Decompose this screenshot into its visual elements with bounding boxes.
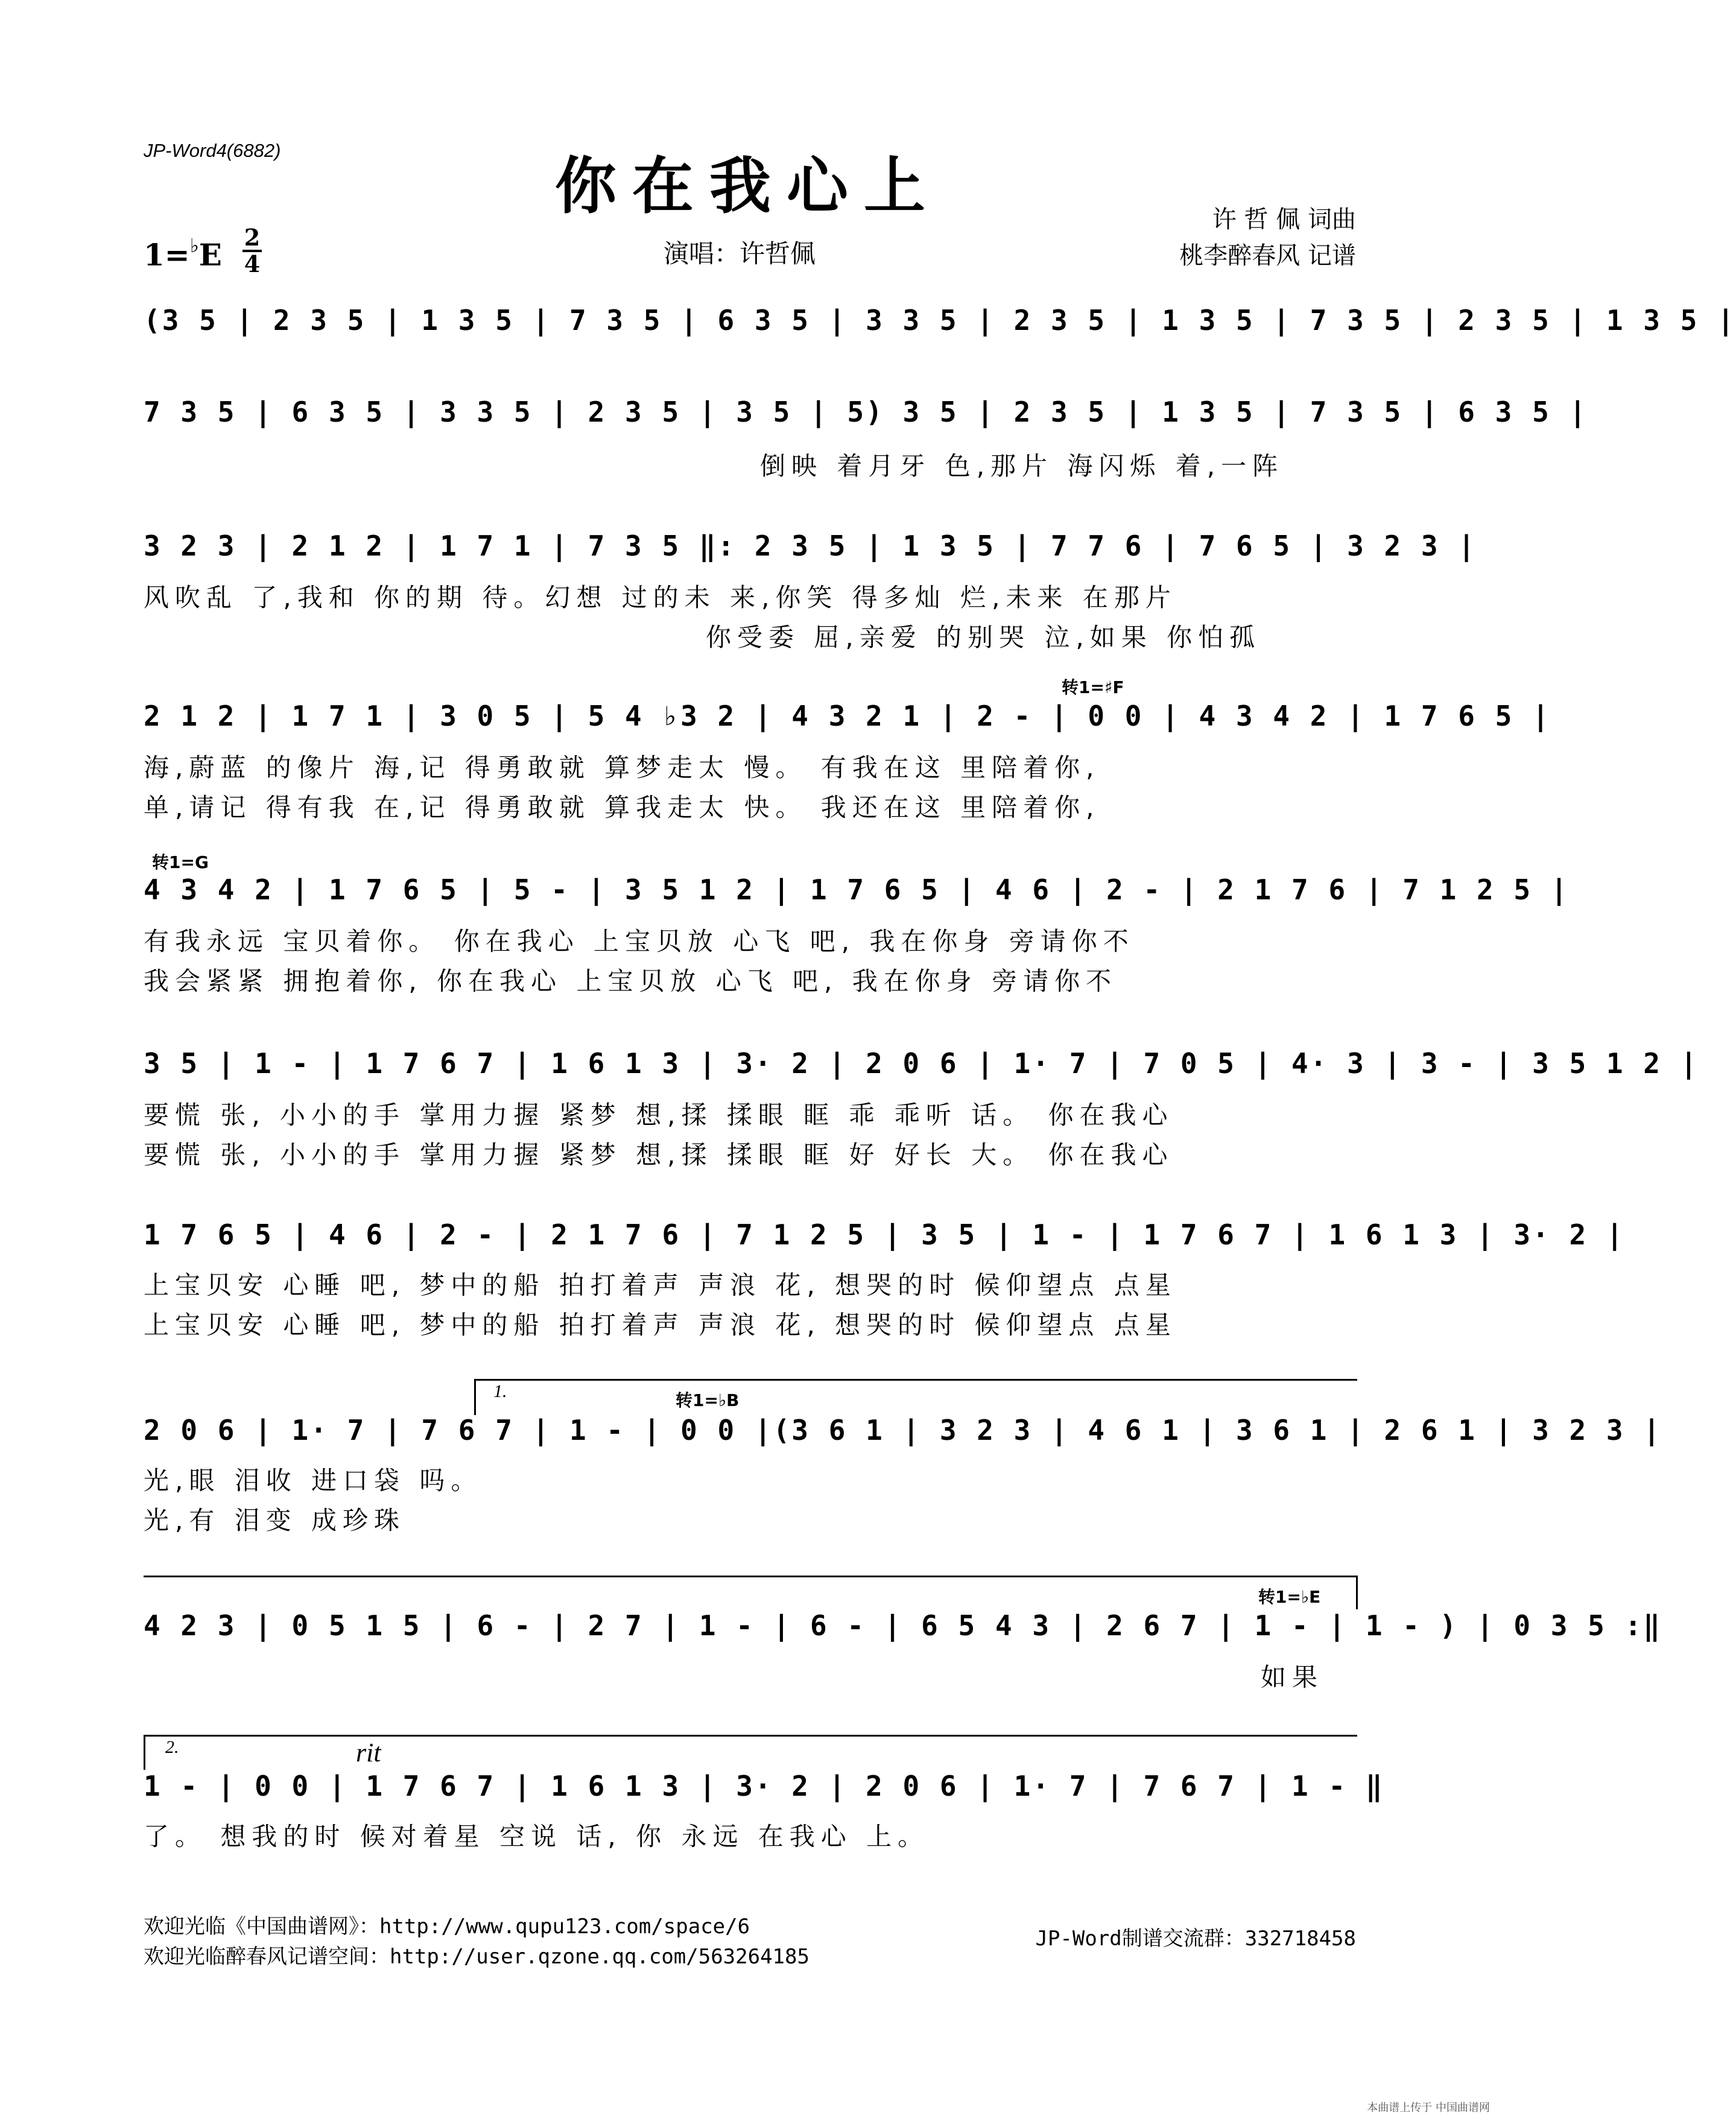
notation-line-3: 3 2 3 | 2 1 2 | 1 7 1 | 7 3 5 ‖: 2 3 5 | 1 3 5 | 7 7 6 | 7 6 5 | 3 2 3 | xyxy=(144,530,1477,562)
lyric-line-10: 了。 想我的时 候对着星 空说 话, 你 永远 在我心 上。 xyxy=(144,1822,930,1851)
notation-line-9: 4 2 3 | 0 5 1 5 | 6 - | 2 7 | 1 - | 6 - | 6 5 4 3 | 2 6 7 | 1 - | 1 - ) | 0 3 5 :‖ xyxy=(144,1609,1662,1642)
lyric-line-9: 如果 xyxy=(1261,1662,1324,1692)
lyric-line-6b: 要慌 张, 小小的手 掌用力握 紧梦 想,揉 揉眼 眶 好 好长 大。 你在我心 xyxy=(144,1140,1174,1170)
second-ending-tick xyxy=(144,1735,145,1770)
lyric-line-4a: 海,蔚蓝 的像片 海,记 得勇敢就 算梦走太 慢。 有我在这 里陪着你, xyxy=(144,753,1100,782)
key-label: 1= xyxy=(144,237,190,273)
lyric-line-5b: 我会紧紧 拥抱着你, 你在我心 上宝贝放 心飞 吧, 我在你身 旁请你不 xyxy=(144,966,1118,996)
notation-line-4: 2 1 2 | 1 7 1 | 3 0 5 | 5 4 ♭3 2 | 4 3 2 1 | 2 - | 0 0 | 4 3 4 2 | 1 7 6 5 | xyxy=(144,700,1551,732)
song-title: 你在我心上 xyxy=(555,150,941,223)
notation-line-8: 2 0 6 | 1· 7 | 7 6 7 | 1 - | 0 0 |(3 6 1 | 3 2 3 | 4 6 1 | 3 6 1 | 2 6 1 | 3 2 3 | xyxy=(144,1414,1662,1446)
first-ending-number: 1. xyxy=(493,1381,507,1401)
lyric-line-6a: 要慌 张, 小小的手 掌用力握 紧梦 想,揉 揉眼 眶 乖 乖听 话。 你在我心 xyxy=(144,1100,1174,1130)
modulation-2: 转1=G xyxy=(152,852,209,872)
lyric-line-7a: 上宝贝安 心睡 吧, 梦中的船 拍打着声 声浪 花, 想哭的时 候仰望点 点星 xyxy=(144,1270,1177,1300)
footer-link-2: 欢迎光临醉春风记谱空间：http://user.qzone.qq.com/563264185 xyxy=(144,1945,809,1969)
lyric-line-8a: 光,眼 泪收 进口袋 吗。 xyxy=(144,1466,483,1495)
key-signature xyxy=(144,234,222,273)
modulation-4: 转1=♭E xyxy=(1258,1587,1321,1607)
second-ending-bracket xyxy=(144,1735,1357,1737)
time-top: 2 xyxy=(244,224,261,251)
notation-line-6: 3 5 | 1 - | 1 7 6 7 | 1 6 1 3 | 3· 2 | 2 0 6 | 1· 7 | 7 0 5 | 4· 3 | 3 - | 3 5 1 2 | xyxy=(144,1047,1699,1080)
credit-transcriber: 桃李醉春风 记谱 xyxy=(1179,242,1356,270)
lyric-line-4b: 单,请记 得有我 在,记 得勇敢就 算我走太 快。 我还在这 里陪着你, xyxy=(144,793,1100,822)
notation-line-10: 1 - | 0 0 | 1 7 6 7 | 1 6 1 3 | 3· 2 | 2 0 6 | 1· 7 | 7 6 7 | 1 - ‖ xyxy=(144,1770,1384,1802)
first-ending-bracket xyxy=(474,1379,1357,1381)
footer-group: JP-Word制谱交流群：332718458 xyxy=(1035,1927,1356,1951)
notation-line-1: (3 5 | 2 3 5 | 1 3 5 | 7 3 5 | 6 3 5 | 3 3 5 | 2 3 5 | 1 3 5 | 7 3 5 | 2 3 5 | 1 3 5 | xyxy=(144,304,1736,337)
first-ending-tick xyxy=(474,1379,476,1415)
key-note: E xyxy=(198,237,222,273)
lyric-line-2: 倒映 着月牙 色,那片 海闪烁 着,一阵 xyxy=(760,451,1284,481)
line-9-bracket xyxy=(144,1576,1357,1577)
lyric-line-8b: 光,有 泪变 成珍珠 xyxy=(144,1506,406,1535)
modulation-3: 转1=♭B xyxy=(676,1390,740,1410)
credit-words-music: 许 哲 佩 词曲 xyxy=(1212,206,1356,233)
upload-watermark: 本曲谱上传于 中国曲谱网 xyxy=(1367,2102,1490,2114)
lyric-line-3a: 风吹乱 了,我和 你的期 待。幻想 过的未 来,你笑 得多灿 烂,未来 在那片 xyxy=(144,583,1177,612)
modulation-1: 转1=♯F xyxy=(1062,677,1124,697)
singer: 演唱：许哲佩 xyxy=(664,239,816,268)
lyric-line-7b: 上宝贝安 心睡 吧, 梦中的船 拍打着声 声浪 花, 想哭的时 候仰望点 点星 xyxy=(144,1310,1177,1340)
key-flat: ♭ xyxy=(189,234,199,257)
time-signature xyxy=(242,226,262,276)
software-tag: JP-Word4(6882) xyxy=(144,140,281,161)
second-ending-number: 2. xyxy=(165,1737,179,1757)
footer-link-1: 欢迎光临《中国曲谱网》：http://www.qupu123.com/space/6 xyxy=(144,1915,750,1939)
line-9-bracket-tick xyxy=(1356,1576,1358,1609)
ritardando-mark: rit xyxy=(356,1738,381,1767)
notation-line-7: 1 7 6 5 | 4 6 | 2 - | 2 1 7 6 | 7 1 2 5 | 3 5 | 1 - | 1 7 6 7 | 1 6 1 3 | 3· 2 | xyxy=(144,1218,1625,1251)
lyric-line-5a: 有我永远 宝贝着你。 你在我心 上宝贝放 心飞 吧, 我在你身 旁请你不 xyxy=(144,927,1135,956)
time-bottom: 4 xyxy=(244,250,261,277)
lyric-line-3b: 你受委 屈,亲爱 的别哭 泣,如果 你怕孤 xyxy=(706,622,1261,652)
notation-line-5: 4 3 4 2 | 1 7 6 5 | 5 - | 3 5 1 2 | 1 7 6 5 | 4 6 | 2 - | 2 1 7 6 | 7 1 2 5 | xyxy=(144,873,1570,906)
notation-line-2: 7 3 5 | 6 3 5 | 3 3 5 | 2 3 5 | 3 5 | 5) 3 5 | 2 3 5 | 1 3 5 | 7 3 5 | 6 3 5 | xyxy=(144,396,1588,428)
